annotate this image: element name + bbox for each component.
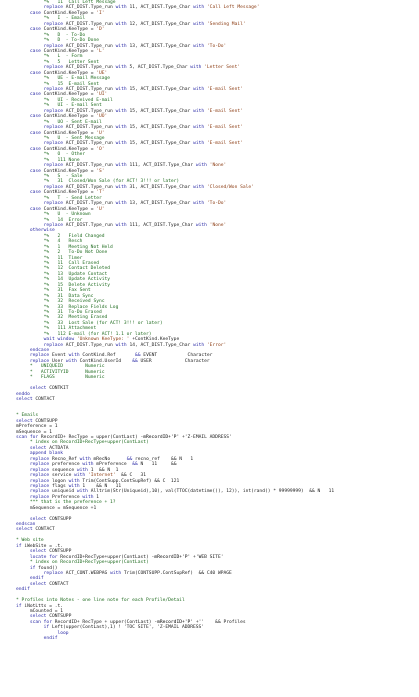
code-token: CONTACT [49,581,69,587]
code-token: with [115,108,130,114]
code-token: 'UI' [96,92,108,98]
code-token: flags [51,483,69,489]
code-token: *% U - Unknown [16,212,91,218]
code-token: with [195,163,210,169]
code-token: Left(upper(ContLast),1) ! 'TOC SITE', 'Z-EMAIL ADDRESS' [51,625,205,631]
code-token: 111, ACT_DIST.Type_Char [129,222,196,228]
code-token: *% 111 None [16,157,80,163]
code-token: 14, ACT_DIST.Type_Char [129,342,194,348]
code-token: 'To-Do' [206,201,227,207]
code-token: endif [16,636,58,642]
code-token: ACT_DIST.Type_run [65,201,116,207]
code-token: ACT_DIST.Type_run [65,65,116,71]
code-token: with [193,5,207,11]
code-token: 13, ACT_DIST.Type_Char [129,201,194,207]
code-token: select [16,445,50,451]
code-token: sequence [51,467,77,473]
code-token: *% 1 Meeting Not Held [16,244,113,250]
code-token: case [16,168,44,174]
code-token: replace [16,570,66,576]
code-token: ContKind.KeeType = [43,168,97,174]
code-token: with [65,358,80,364]
code-token: replace [16,462,52,468]
code-token: scan for [16,435,41,440]
code-token: +'WEB SITE' [193,554,224,560]
code-token: 5, ACT_DIST.Type_Char [129,65,191,71]
code-token: 'Call Left Message' [206,5,260,11]
code-token: case [16,27,44,33]
code-token: with [76,489,91,495]
code-token: *** that is the preference + 1? [16,500,116,506]
code-token: with [193,141,207,147]
code-token: *% 11 Call Left Message [16,0,116,5]
code-token: *% S - Sale [16,174,83,179]
code-token: with [115,125,130,131]
code-token: ACTDATA [49,445,69,451]
code-token: replace [16,163,66,169]
code-token: *% 2 Field Changed [16,233,105,239]
code-token: 15, ACT_DIST.Type_Char [129,108,194,114]
code-token: 'S' [96,168,105,174]
code-token: select [16,516,50,522]
code-token: 111, ACT_DIST.Type_Char [129,163,196,169]
code-token: *% T - Send Letter [16,195,102,201]
code-token: ContKind.KeeType = [43,10,97,16]
code-token: 'Closed/Won Sale' [206,184,254,190]
code-token: recno_ref && N 1 [135,456,194,462]
code-token: *% U - Sent Message [16,135,105,141]
code-token: wait window [16,337,77,343]
code-token: ACT_DIST.Type_run [65,342,116,348]
code-token: loop [16,630,69,636]
code-token: 15, ACT_DIST.Type_Char [129,87,194,92]
code-token: replace [16,87,66,92]
code-token: *% 15 Delete Activity [16,282,111,288]
code-token: replace [16,65,66,71]
code-listing [16,0,334,642]
code-token: RecordID+RecType+upper(ContLast) [60,554,152,560]
code-token: case [16,130,44,136]
code-token: otherwise [16,228,55,234]
code-token: 'L' [96,48,105,54]
code-token: replace [16,494,52,500]
code-token: endif [16,587,30,593]
code-token: ACT_DIST.Type_run [65,5,116,11]
code-token: +'Z-EMAIL ADDRESS' [181,435,232,440]
code-token: * index on RecordID+RecType+upper(ContLast) [16,440,149,446]
code-token: with [115,163,130,169]
code-token: mPreference [96,462,133,468]
code-token: case [16,146,44,152]
code-token: replace [16,108,66,114]
code-token: with [115,43,130,49]
code-token: with [193,201,207,207]
code-token: ACT_DIST.Type_run [65,21,116,27]
code-token: *% 5 Letter Sent [16,59,99,65]
code-token: CONTSUPP [49,516,72,522]
code-token: case [16,206,44,212]
code-token: with [193,184,207,190]
code-token: *% D - To-Do Done [16,38,99,44]
code-token: with [193,108,207,114]
code-token: * index on RecordID+RecType+upper(ContLast) [16,560,149,566]
code-token: ContKind.KeeType = [43,190,97,196]
code-token: 13, ACT_DIST.Type_Char [129,43,194,49]
code-token: 'Error' [206,342,227,348]
code-token: with [115,21,130,27]
code-token: with [193,21,207,27]
code-token: ContKind.KeeType = [43,27,97,33]
code-token: *% 31 Fax Sent [16,288,91,294]
code-token: ACT_DIST.Type_run [65,141,116,147]
code-token: 'O' [96,146,105,152]
code-token: ACT_DIST.Type_run [65,108,116,114]
code-token: mCounted = 1 [16,609,64,614]
code-token: 15, ACT_DIST.Type_Char [129,125,194,131]
code-token: with [115,201,130,207]
code-token: replace [16,478,52,484]
code-token: append blank [16,451,64,457]
code-token: Trim(ContSupp.ContSupRef) && C 121 [82,478,180,484]
code-token: with [82,462,97,468]
code-token: endscan [16,522,36,527]
code-token: replace [16,5,66,11]
code-token: with [195,222,210,228]
code-token: with [193,342,207,348]
code-token: iWebSite = .t. [24,543,64,549]
code-token: replace [16,184,66,190]
code-token: ContKind.KeeType = [43,70,97,76]
code-token: select [16,614,50,620]
code-token: 'Letter Sent' [204,65,241,71]
code-token: select [16,549,50,555]
code-token: enddo [16,391,30,397]
code-token: 'To-Do' [206,43,227,49]
code-token: with [115,5,130,11]
code-token: replace [16,483,52,489]
code-token: *% L - Form [16,54,83,60]
code-token: 'T' [96,190,105,196]
code-token: *% 111 Attachment [16,326,97,332]
code-token: CONTACT [35,396,55,402]
code-token: *% 15 E-mail Sent [16,81,99,87]
code-token: endcase [16,348,50,353]
code-token: * Web site [16,538,44,544]
code-token: Recno_Ref [51,456,80,462]
code-token: *% 4 Resch [16,239,83,245]
code-token: 15, ACT_DIST.Type_Char [129,141,194,147]
code-token: *% 11 Call Erased [16,261,99,266]
code-token: && [132,462,141,468]
code-token: replace [16,125,66,131]
code-token: *% UE - E-mail Message [16,76,111,82]
code-token: 'None' [209,163,227,169]
code-token: 'UE' [96,70,108,76]
code-token: with [193,125,207,131]
code-token: 'Unknown KeeType: ' [76,337,130,343]
code-token: ACT_DIST.Type_run [65,125,116,131]
code-token: ACT_DIST.Type_run [65,43,116,49]
code-token: case [16,114,44,120]
code-token: 'E-mail Sent' [206,141,243,147]
code-token: with [110,570,124,576]
code-token: 'U' [96,130,105,136]
code-token: 'E-mail Sent' [206,108,243,114]
code-token: *% 31 Closed/Won Sale (for ACT! 3!!! or later) [16,179,180,185]
code-token: replace [16,353,52,359]
code-token: locate for [16,554,61,560]
code-token: mPreference = 1 [16,424,58,430]
code-token: replace [16,201,66,207]
code-token: *% 14 Error [16,217,83,223]
code-token: *% 14 Update Activity [16,277,111,283]
code-token: *% UO - Sent E-mail [16,119,102,125]
code-token: with [76,467,91,473]
code-token: && [132,358,141,364]
code-token: 'E-mail Sent' [206,87,243,92]
code-token: ContKind.KeeType = [43,92,97,98]
code-token: select [16,396,36,402]
code-token: *% UI - Received E-mail [16,97,113,103]
code-token: 'D' [96,27,105,33]
code-token: with [68,353,83,359]
code-token: select [16,527,36,533]
code-token: 'I' [96,10,105,16]
code-token: ContKind.KeeType = [43,206,97,212]
code-token: uniqueid [51,489,77,495]
code-token: USER Character [140,358,210,364]
code-token: EVENT Character [143,353,213,359]
code-token: 'Internet' [87,473,116,479]
code-token: ACT_CONT.WEBPAG [65,570,111,576]
code-token: ContKind.Ref [82,353,135,359]
code-token: replace [16,358,52,364]
code-token: with [115,65,130,71]
code-token: replace [16,342,66,348]
code-token: ContKind.KeeType = [43,48,97,54]
code-token: service [51,473,75,479]
code-token: *% 2 To-Do Not Done [16,250,108,256]
code-token: ACT_DIST.Type_run [65,163,116,169]
code-token: ContKind.KeeType = [43,130,97,136]
code-token: case [16,70,44,76]
code-token: replace [16,141,66,147]
code-token: select [16,418,36,424]
code-token: +'' && Profiles [195,619,246,625]
code-token: with [79,456,94,462]
code-token: replace [16,473,52,479]
code-token: found() [38,565,58,571]
code-token: replace [16,456,52,462]
code-token: mSequence = mSequence +1 [16,505,97,511]
code-token: ContKind.KeeType = [43,114,97,120]
code-token: select [16,386,50,392]
code-token: 1 [96,494,100,500]
code-token: with [115,222,130,228]
code-token: 'Sending Mail' [206,21,246,27]
code-token: RecordID+ RecType = upper(ContLast) [40,435,141,440]
code-token: *% O - Other [16,152,86,158]
code-token: replace [16,43,66,49]
code-token: -mRecordID+'P' [154,619,196,625]
code-token: N 11 && [140,462,177,468]
code-token: with [190,65,205,71]
code-token: 'None' [209,222,227,228]
code-token: 'UO' [96,114,108,120]
code-token: *% 33 Replace Fields Log [16,304,119,310]
code-token: 'U' [96,206,105,212]
code-token: CONTSUPP [49,614,72,620]
code-token: case [16,10,44,16]
code-token: if [16,625,52,631]
code-token: case [16,92,44,98]
code-token: with [115,342,130,348]
code-token: && [134,353,144,359]
code-token: +ContKind.KeeType [129,337,180,343]
code-token: with [193,87,207,92]
code-token: -mRecordID+'P' [151,554,194,560]
code-token: mSequence = 1 [16,429,52,435]
code-token: *% 112 E-mail (for ACT! 1.1 or later) [16,331,152,337]
code-token: CONTACT [35,527,55,533]
code-token: case [16,48,44,54]
code-token: *% 11 Timer [16,255,83,261]
code-token: RecordID+ RecType + upper(ContLast) [54,619,155,625]
code-token: *% 33 Lost Sale (for ACT! 3!!! or later) [16,320,163,326]
code-line[interactable] [16,636,334,641]
code-token: * ACTIVITYID Numeric [16,369,105,375]
code-token: *% 12 Contact Deleted [16,266,111,272]
code-token: Event [51,353,69,359]
code-token: if [16,603,25,609]
code-token: 11, ACT_DIST.Type_Char [129,5,194,11]
code-token: *% 31 To-Do Erased [16,309,102,315]
code-token: replace [16,489,52,495]
code-token: ACT_DIST.Type_run [65,184,116,190]
code-token: endif [16,576,44,582]
code-token: Preference [51,494,83,500]
code-token: with [193,43,207,49]
code-token: Alltrim(Str(Uniqueid),10), val(TTOC(datetime()), 12)), int(rand() * 99999999) && N 11 [90,489,335,495]
code-token: scan for [16,619,55,625]
code-token: if [16,543,25,549]
code-token: User [51,358,66,364]
code-token: *% I - Email [16,16,86,22]
code-token: select [16,581,50,587]
code-token: with [68,478,83,484]
code-token: 12, ACT_DIST.Type_Char [129,21,194,27]
code-token: && C 31 [115,473,147,479]
code-token: * FLAGS Numeric [16,375,105,381]
code-token: * Profiles into Notes - one line note for each Profile/Detail [16,598,185,604]
code-token: with [74,473,88,479]
code-token: preference [51,462,83,468]
code-token: *% 31 Data Sync [16,293,94,299]
code-token: 'E-mail Sent' [206,125,243,131]
code-token: CONTKIT [49,386,69,392]
code-token: iNotLtts = .t. [24,603,64,609]
code-token: Trim(CONTSUPP.ContSupRef) && C40 WPAGE [123,570,232,576]
code-token: replace [16,21,66,27]
code-token: *% UI - E-mail Sent [16,103,102,109]
code-token: ACT_DIST.Type_run [65,87,116,92]
code-token: * UNIQUEID Numeric [16,364,105,370]
code-token: logon [51,478,69,484]
code-token: 1 && N 1 [90,467,119,473]
code-token: *% 32 Meeting Erased [16,315,108,321]
code-token: CONTSUPP [35,418,58,424]
code-token: 31, ACT_DIST.Type_Char [129,184,194,190]
code-token: *% 32 Received Sync [16,299,105,305]
code-token: case [16,190,44,196]
code-token: ContKind.UserId [79,358,133,364]
code-token: with [82,494,97,500]
code-token: 1 && N 11 [82,483,122,489]
code-token: * Emails [16,413,39,419]
code-token: replace [16,467,52,473]
code-token: *% D - To-Do [16,32,86,38]
code-token: ACT_DIST.Type_run [65,222,116,228]
code-token: with [115,184,130,190]
code-token: && [126,456,135,462]
code-token: with [68,483,83,489]
code-token: with [115,87,130,92]
code-token: with [115,141,130,147]
code-token: replace [16,222,66,228]
code-token: if [16,565,39,571]
code-token: ContKind.KeeType = [43,146,97,152]
code-token: CONTSUPP [49,549,72,555]
code-token: mRecNo [93,456,127,462]
code-token: *% 13 Update Contact [16,271,108,277]
code-token: -mRecordID+'P' [140,435,182,440]
